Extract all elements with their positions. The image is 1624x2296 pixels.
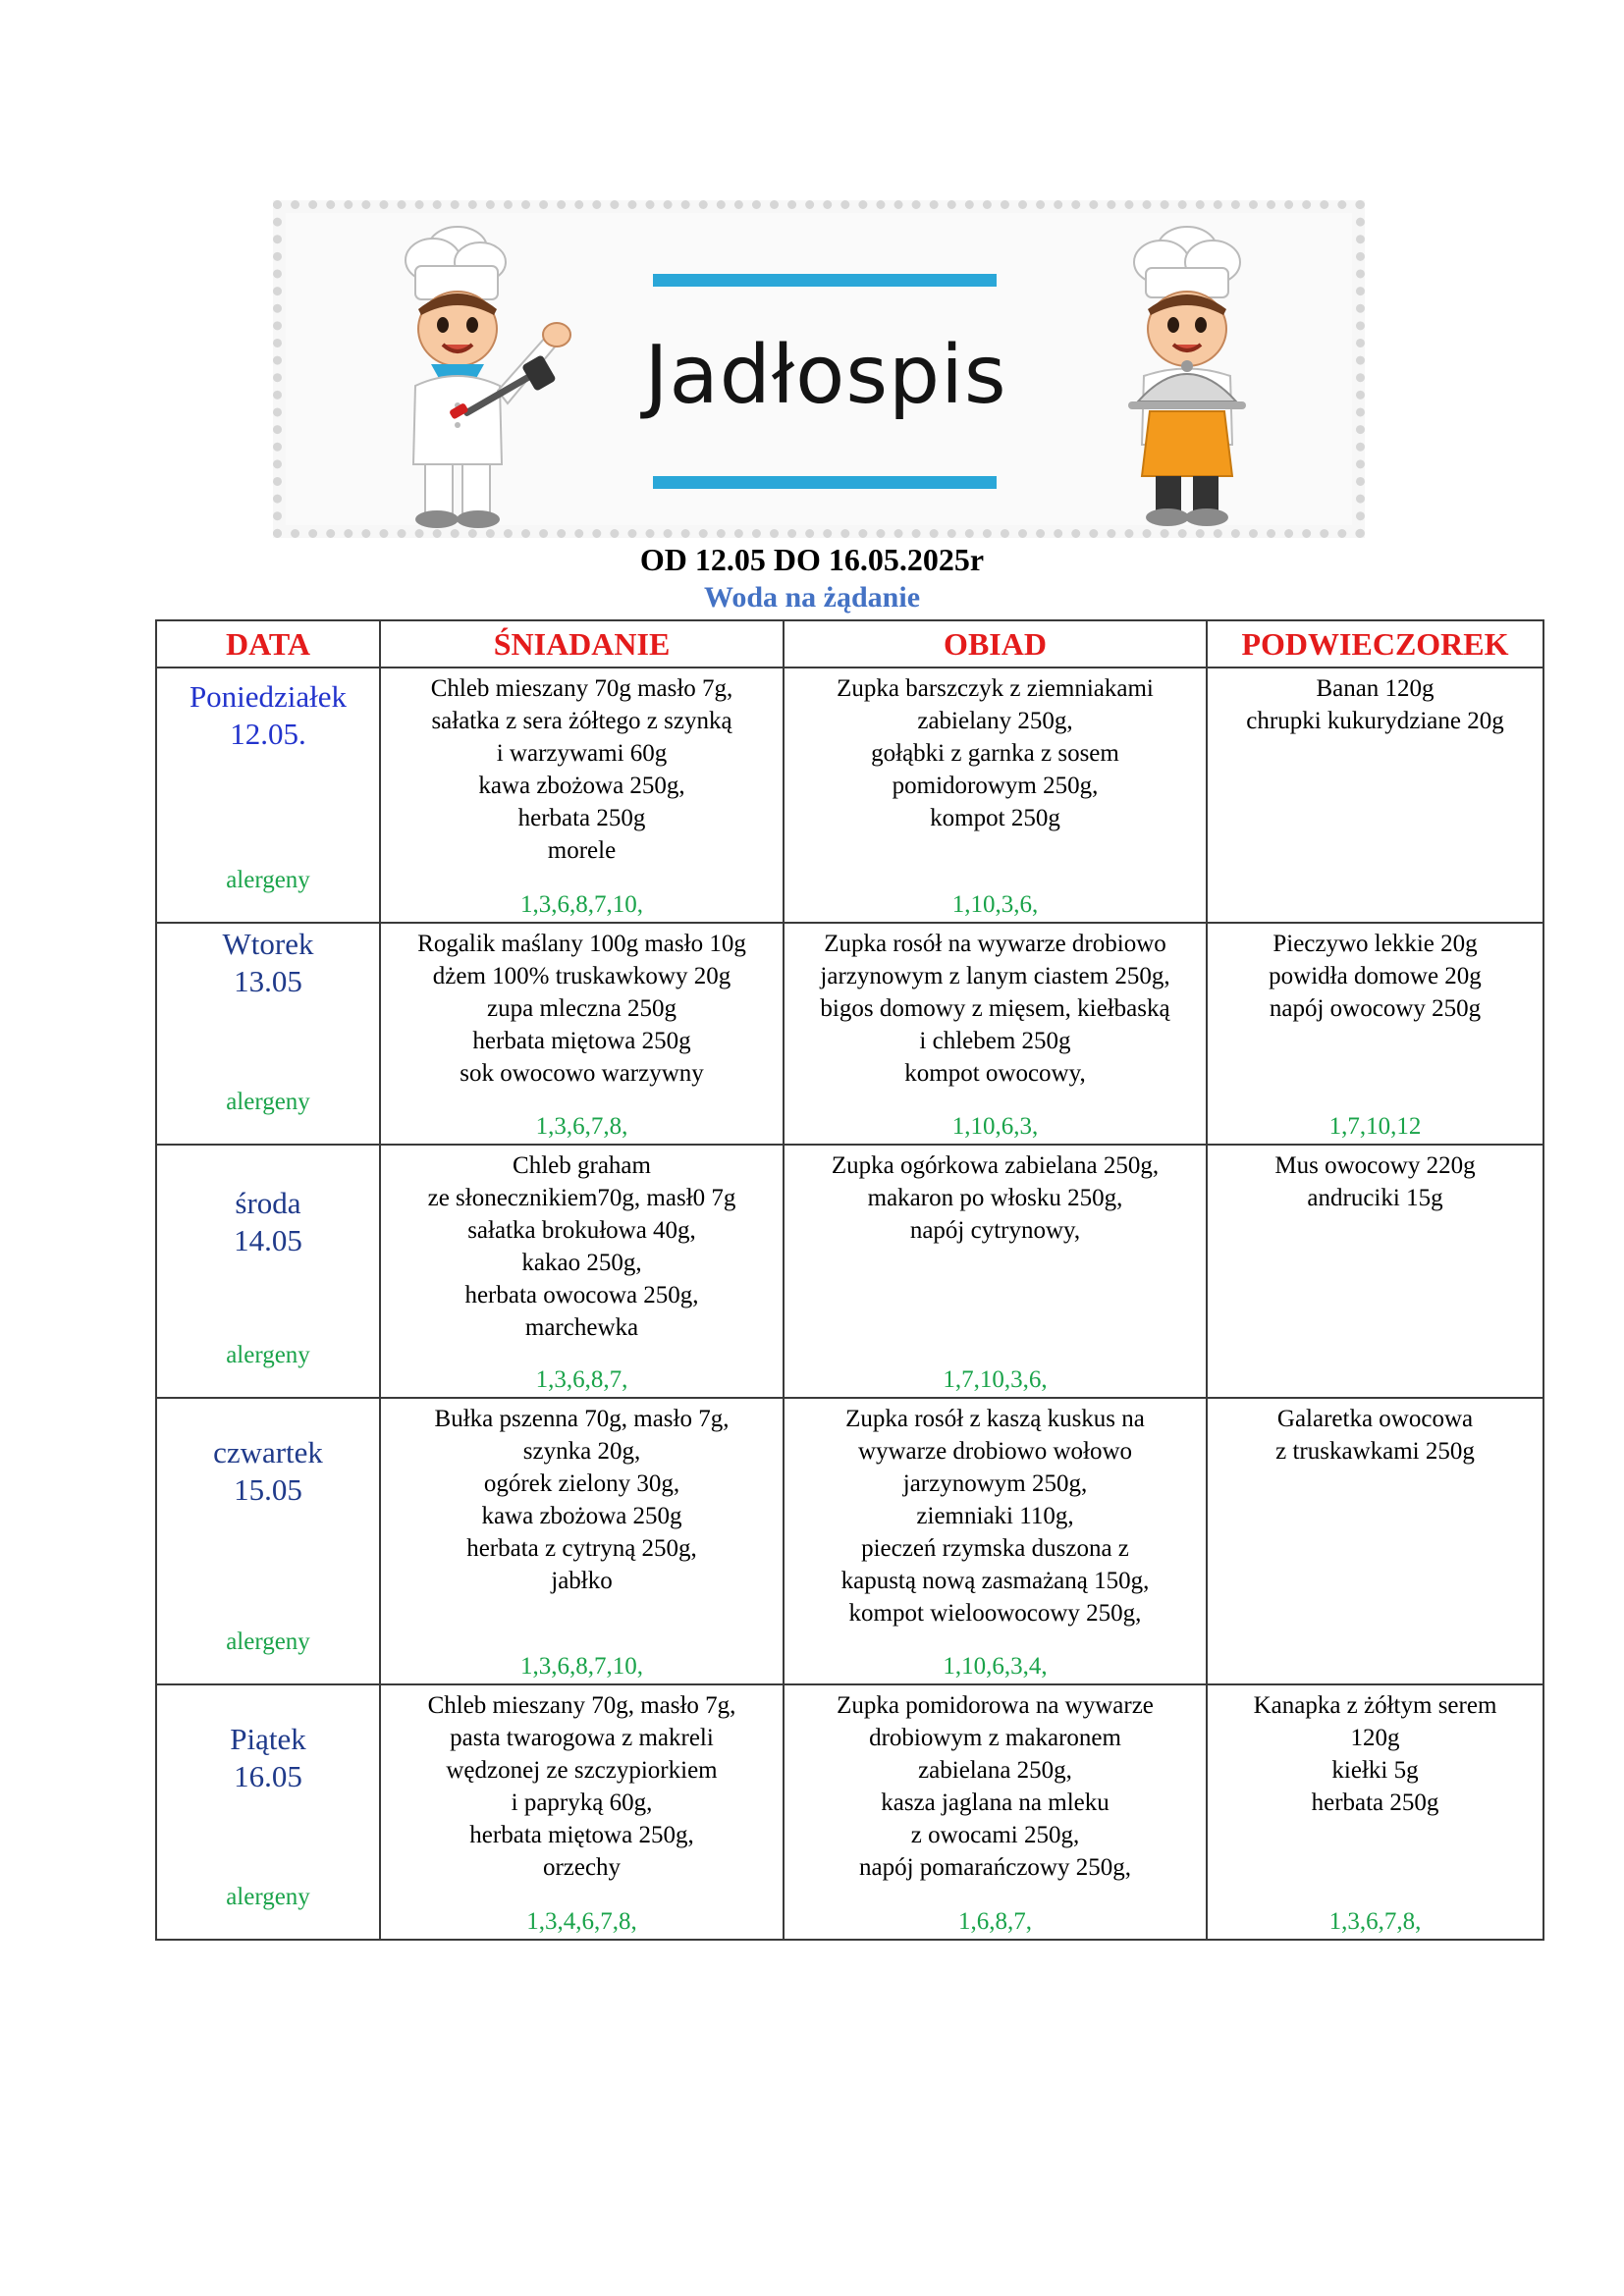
allergens-label: alergeny	[226, 1342, 310, 1368]
breakfast-allergen-codes: 1,3,6,8,7,	[535, 1366, 628, 1393]
column-header-snack: PODWIECZOREK	[1207, 620, 1543, 667]
table-header-row	[156, 620, 1543, 667]
allergens-label: alergeny	[226, 1629, 310, 1655]
breakfast-allergen-codes: 1,3,6,8,7,10,	[520, 1653, 643, 1680]
breakfast-allergen-codes: 1,3,4,6,7,8,	[526, 1908, 637, 1935]
column-header-breakfast: ŚNIADANIE	[380, 620, 784, 667]
table-row	[156, 1684, 1543, 1940]
breakfast-cell	[380, 667, 784, 923]
column-header-lunch: OBIAD	[784, 620, 1207, 667]
lunch-menu: Zupka rosół z kaszą kuskus na wywarze drobiowo wołowo jarzynowym 250g, ziemniaki 110g, pieczeń rzymska duszona z kapustą nową zasmażaną 150g, kompot wieloowocowy 250g,	[840, 1406, 1150, 1627]
banner-title: Jadłospis	[644, 329, 1007, 422]
lunch-allergen-codes: 1,10,6,3,4,	[943, 1653, 1048, 1680]
breakfast-cell	[380, 1684, 784, 1940]
breakfast-menu: Chleb mieszany 70g, masło 7g, pasta twarogowa z makreli wędzonej ze szczypiorkiem i papryką 60g, herbata miętowa 250g, orzechy	[427, 1692, 736, 1881]
lunch-cell	[784, 667, 1207, 923]
breakfast-menu: Chleb graham ze słonecznikiem70g, masł0 7g sałatka brokułowa 40g, kakao 250g, herbata owocowa 250g, marchewka	[427, 1152, 736, 1341]
breakfast-menu: Rogalik maślany 100g masło 10g dżem 100% truskawkowy 20g zupa mleczna 250g herbata miętowa 250g sok owocowo warzywny	[417, 931, 746, 1087]
snack-menu: Banan 120g chrupki kukurydziane 20g	[1246, 675, 1504, 734]
breakfast-cell	[380, 1398, 784, 1684]
day-label: Piątek 16.05	[230, 1722, 306, 1793]
menu-date-range: OD 12.05 DO 16.05.2025r	[639, 542, 985, 577]
chef-with-cloche-illustration	[1089, 219, 1285, 533]
snack-allergen-codes: 1,7,10,12	[1328, 1113, 1422, 1140]
lunch-cell	[784, 923, 1207, 1145]
chef-with-spatula-illustration	[364, 219, 600, 533]
snack-cell	[1207, 667, 1543, 923]
lunch-menu: Zupka barszczyk z ziemniakami zabielany 250g, gołąbki z garnka z sosem pomidorowym 250g, kompot 250g	[837, 675, 1154, 831]
snack-menu: Pieczywo lekkie 20g powidła domowe 20g napój owocowy 250g	[1269, 931, 1482, 1022]
day-cell	[156, 1398, 380, 1684]
menu-banner	[273, 200, 1365, 538]
banner-top-stripe	[653, 274, 997, 287]
lunch-menu: Zupka pomidorowa na wywarze drobiowym z makaronem zabielana 250g, kasza jaglana na mleku z owocami 250g, napój pomarańczowy 250g,	[837, 1692, 1154, 1881]
lunch-cell	[784, 1684, 1207, 1940]
column-header-date: DATA	[156, 620, 380, 667]
breakfast-cell	[380, 923, 784, 1145]
day-cell	[156, 923, 380, 1145]
day-cell	[156, 667, 380, 923]
lunch-menu: Zupka rosół na wywarze drobiowo jarzynowym z lanym ciastem 250g, bigos domowy z mięsem, kiełbaską i chlebem 250g kompot owocowy,	[820, 931, 1170, 1087]
lunch-allergen-codes: 1,6,8,7,	[958, 1908, 1032, 1935]
snack-menu: Mus owocowy 220g andruciki 15g	[1274, 1152, 1476, 1211]
breakfast-allergen-codes: 1,3,6,7,8,	[535, 1113, 628, 1140]
day-cell	[156, 1145, 380, 1398]
day-label: Wtorek 13.05	[222, 927, 314, 998]
table-row	[156, 1398, 1543, 1684]
breakfast-allergen-codes: 1,3,6,8,7,10,	[520, 891, 643, 918]
snack-cell	[1207, 1145, 1543, 1398]
lunch-allergen-codes: 1,7,10,3,6,	[943, 1366, 1048, 1393]
weekly-menu-table	[155, 619, 1544, 1941]
lunch-allergen-codes: 1,10,6,3,	[951, 1113, 1039, 1140]
day-cell	[156, 1684, 380, 1940]
allergens-label: alergeny	[226, 1884, 310, 1910]
banner-bottom-stripe	[653, 476, 997, 489]
breakfast-menu: Chleb mieszany 70g masło 7g, sałatka z sera żółtego z szynką i warzywami 60g kawa zbożowa 250g, herbata 250g morele	[430, 675, 733, 864]
snack-cell	[1207, 923, 1543, 1145]
lunch-cell	[784, 1398, 1207, 1684]
water-note: Woda na żądanie	[703, 581, 921, 614]
snack-menu: Kanapka z żółtym serem 120g kiełki 5g herbata 250g	[1253, 1692, 1497, 1816]
lunch-menu: Zupka ogórkowa zabielana 250g, makaron po włosku 250g, napój cytrynowy,	[831, 1152, 1160, 1244]
breakfast-menu: Bułka pszenna 70g, masło 7g, szynka 20g, ogórek zielony 30g, kawa zbożowa 250g herbata z cytryną 250g, jabłko	[434, 1406, 730, 1594]
table-row	[156, 923, 1543, 1145]
snack-cell	[1207, 1398, 1543, 1684]
table-row	[156, 667, 1543, 923]
lunch-cell	[784, 1145, 1207, 1398]
breakfast-cell	[380, 1145, 784, 1398]
day-label: środa 14.05	[234, 1186, 302, 1257]
day-label: czwartek 15.05	[213, 1435, 323, 1507]
allergens-label: alergeny	[226, 867, 310, 893]
snack-allergen-codes: 1,3,6,7,8,	[1328, 1908, 1422, 1935]
allergens-label: alergeny	[226, 1089, 310, 1115]
banner-background	[286, 213, 1352, 525]
snack-menu: Galaretka owocowa z truskawkami 250g	[1275, 1406, 1475, 1465]
lunch-allergen-codes: 1,10,3,6,	[951, 891, 1039, 918]
snack-cell	[1207, 1684, 1543, 1940]
table-row	[156, 1145, 1543, 1398]
day-label: Poniedziałek 12.05.	[189, 679, 348, 751]
